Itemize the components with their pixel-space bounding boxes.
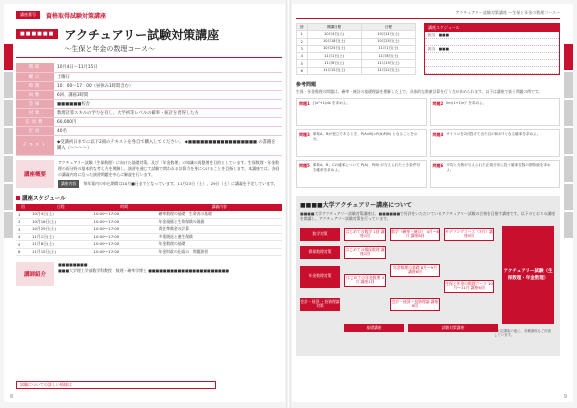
cell: 3 xyxy=(16,226,30,234)
problem-text: lim(1+1/n)ⁿ を求めよ。 xyxy=(446,100,487,105)
exam-course-bar: 試験対策講座 xyxy=(408,324,498,332)
cell: 10月18日(土) xyxy=(30,218,91,226)
table-row xyxy=(297,38,416,45)
side-box-row xyxy=(425,60,559,67)
reference-title: 参考問題 xyxy=(296,82,317,88)
cell: 10月11日(土) xyxy=(361,31,415,38)
course-info-table xyxy=(16,63,282,156)
info-row xyxy=(16,126,282,135)
cell: 11月15日(土) xyxy=(307,67,361,74)
about-section xyxy=(296,196,560,356)
course-header xyxy=(16,26,282,58)
problem-card xyxy=(296,129,427,157)
problem-card xyxy=(296,160,427,188)
cell: 10月25日(土) xyxy=(361,38,415,45)
cell: 10:00〜17:00 xyxy=(92,241,157,249)
instructor-body xyxy=(58,262,282,286)
info-value: ■■■■■■校舎 xyxy=(54,99,282,108)
cell: 11月15日(土) xyxy=(361,60,415,67)
cell: 2 xyxy=(16,218,30,226)
info-value: ◆受講初日までに以下2冊のテキストを各自で購入してください。 ◆■■■■■■■■■■■■■■■■■ の書籍を購入（〜〜〜〜） xyxy=(54,135,282,155)
cell: 5 xyxy=(16,241,30,249)
edge-tab-active xyxy=(564,44,573,70)
info-value: 10：00〜17：00（昼休み1時間含む） xyxy=(54,81,282,90)
col-header: 時間 xyxy=(92,204,157,211)
right-page xyxy=(292,4,573,402)
cell: 10:00〜17:00 xyxy=(92,218,157,226)
problem-label: 問題1 xyxy=(299,100,310,106)
about-title: ■■■■大学アクチュアリー講座について xyxy=(300,201,412,209)
table-row xyxy=(16,211,282,219)
left-edge-tabs xyxy=(4,44,13,240)
mini-schedule-table xyxy=(296,23,416,75)
problem-text: サイコロを2回投げて出た目の和が7となる確率を求めよ。 xyxy=(446,131,541,136)
cell: 10:00〜17:00 xyxy=(92,248,157,256)
right-top-section xyxy=(296,23,560,75)
info-value: 40名 xyxy=(54,126,282,135)
cell: 4 xyxy=(16,233,30,241)
edge-tab xyxy=(564,156,573,182)
page-number-left: 8 xyxy=(10,394,14,400)
info-value: 土曜日 xyxy=(54,72,282,81)
cell: 10:00〜17:00 xyxy=(92,211,157,219)
info-key: 対象 xyxy=(16,108,54,117)
cell: 1 xyxy=(16,211,30,219)
cell: 年金現価と生命保険の現価 xyxy=(157,218,282,226)
info-key: 期間 xyxy=(16,63,54,72)
basic-course-bar: 基礎講座 xyxy=(344,324,404,332)
problem-text: 事象A、Bが独立であるとき、P(A∩B)=P(A)P(B) となることを示せ。 xyxy=(312,131,418,141)
schedule-header-row xyxy=(16,204,282,211)
cell: 年金財政の仕組み 問題演習 xyxy=(157,248,282,256)
problem-text: ∫(x²+1)dx を求めよ。 xyxy=(312,100,350,105)
course-title: アクチュアリー試験対策講座 xyxy=(64,28,220,42)
cell: 10月25日(土) xyxy=(30,226,91,234)
cell: 11月8日(土) xyxy=(361,53,415,60)
cell: 確率数理の基礎 生命表の基礎 xyxy=(157,211,282,219)
summary-body xyxy=(58,160,282,188)
problem-card xyxy=(296,98,427,126)
right-edge-tabs xyxy=(564,44,573,240)
problem-label: 問題3 xyxy=(299,131,310,137)
side-box-row xyxy=(425,39,559,46)
info-key: 定員 xyxy=(16,126,54,135)
side-box-row: 担当 ■■■ xyxy=(425,32,559,39)
problem-card xyxy=(430,160,561,188)
edge-tab xyxy=(4,184,13,210)
col-header: 回 xyxy=(16,204,30,211)
info-value: 60,000円 xyxy=(54,117,282,126)
cell: 10:00〜17:00 xyxy=(92,233,157,241)
course-subtitle: 〜生保と年金の数理コース〜 xyxy=(64,45,156,53)
flow-label: 損保数理対策 xyxy=(300,246,340,259)
flow-box: 数学（確率・統計） 4月〜8月 講座8回 xyxy=(390,228,440,241)
flow-box: はじめての年金数理 4月 講座1回 xyxy=(344,274,386,287)
running-header: アクチュアリー試験対策講座 〜生保と年金の数理コース〜 xyxy=(296,10,560,19)
col-header: 回 xyxy=(297,24,308,31)
side-box-row: 担当 ■■■ xyxy=(425,46,559,53)
info-key: 定員数 xyxy=(16,117,54,126)
right-content xyxy=(296,10,560,356)
edge-tab xyxy=(4,212,13,238)
col-header: 講義内容 xyxy=(157,204,282,211)
info-row xyxy=(16,63,282,72)
table-row xyxy=(297,67,416,74)
table-row xyxy=(16,233,282,241)
summary-text: アクチュアリー試験（生保数理）に向けた基礎対策。及び「年金数理」の知識の再整理を目的としています。生保数理・年金数理の両分野の基本的な考え方を理解し、演習を通じて試験で問われる計算力を身につけることを目指します。本講座では、各回の講義内容に沿った演習問題を中心に解説を行います。 xyxy=(58,159,280,177)
table-row xyxy=(16,248,282,256)
cell: 10月4日(土) xyxy=(30,211,91,219)
info-row xyxy=(16,90,282,99)
side-box-row xyxy=(425,53,559,60)
square-bullet-icon xyxy=(16,196,20,200)
side-schedule-box xyxy=(424,23,560,75)
instructor-text: ■■■大学理工学部数学科教授 数理・確率学博士 ■■■■■■■■■■■■■■■■■■■■■■ xyxy=(58,268,229,273)
info-row xyxy=(16,81,282,90)
table-row xyxy=(16,241,282,249)
col-header: 開講日程 xyxy=(307,24,361,31)
col-header: 日程 xyxy=(361,24,415,31)
cell: 11月8日(土) xyxy=(30,241,91,249)
instructor-head: 講師紹介 xyxy=(16,262,54,286)
cell: 11月15日(土) xyxy=(30,248,91,256)
col-header: 日程 xyxy=(30,204,91,211)
flow-label: 会計・経済 ・投資理論対策 xyxy=(300,298,340,311)
cell: 10月4日(土) xyxy=(307,31,361,38)
instructor-block xyxy=(16,262,282,286)
table-row xyxy=(297,31,416,38)
edge-tab xyxy=(564,128,573,154)
edge-tab xyxy=(564,72,573,98)
cell: 責任準備金の計算 xyxy=(157,226,282,234)
cell: 11月8日(土) xyxy=(307,60,361,67)
cell: 11月22日(土) xyxy=(361,67,415,74)
problem-card xyxy=(430,129,561,157)
table-row xyxy=(16,226,282,234)
info-key: 時間 xyxy=(16,81,54,90)
summary-block xyxy=(16,160,282,188)
cell: 10月18日(土) xyxy=(307,38,361,45)
cell: 5 xyxy=(297,60,308,67)
note-text: 毎年案内の申込期間は10月■日までとなっています。11月23日（土）、29日（土）に講義を予定しています。 xyxy=(83,180,278,186)
cell: 11月1日(土) xyxy=(361,45,415,52)
cell: 2 xyxy=(297,38,308,45)
left-page xyxy=(4,4,285,402)
table-row xyxy=(16,218,282,226)
edge-tab xyxy=(564,184,573,210)
info-key: 曜日 xyxy=(16,72,54,81)
info-value: 10月4日〜11月15日 xyxy=(54,63,282,72)
table-row xyxy=(297,53,416,60)
edge-tab xyxy=(4,100,13,126)
edge-tab xyxy=(564,212,573,238)
cell: 年金数理の基礎 xyxy=(157,241,282,249)
flow-label: 数学対策 xyxy=(300,228,340,241)
cell: 3 xyxy=(297,45,308,52)
reference-text: 生保・年金数理の問題は、確率・統計の基礎理論を理解した上で、具体的な数値計算を行う力が求められます。以下は講座で扱う問題の例です。 xyxy=(296,89,543,94)
side-box-title: 講座スケジュール xyxy=(425,24,559,32)
cell: 4 xyxy=(297,53,308,60)
schedule-title xyxy=(16,194,282,202)
flow-box: モデリングコース（7月）講座5回 xyxy=(444,228,494,241)
problem-text: 事象A、B、Cの確率について P(A)、P(B) が与えられたとき条件付き確率を求めよ。 xyxy=(312,162,420,172)
flow-box: はじめての損保数理 講座1回 xyxy=(344,246,386,259)
info-row xyxy=(16,135,282,155)
page-number-right: 9 xyxy=(563,394,567,400)
cell: 多重脱退と連生保険 xyxy=(157,233,282,241)
page-fold xyxy=(286,0,291,408)
course-code: ■■■■■■ xyxy=(16,29,58,39)
category-row xyxy=(16,10,282,20)
flow-box: 生保と年金の数理コース 10月〜11月 講座6回 xyxy=(444,280,494,293)
schedule-table xyxy=(16,204,282,257)
exam-target-box: アクチュアリー試験（生保数理・年金数理） xyxy=(502,226,554,324)
cell: 10月25日(土) xyxy=(307,45,361,52)
problem-label: 問題5 xyxy=(299,162,310,168)
summary-head: 講座概要 xyxy=(16,160,54,188)
problem-label: 問題2 xyxy=(432,100,444,106)
course-flow-diagram xyxy=(300,226,556,338)
cell: 10:00〜17:00 xyxy=(92,226,157,234)
category-title: 資格取得試験対策講座 xyxy=(46,12,107,20)
edge-tab xyxy=(564,100,573,126)
flow-box: 年金数理の基礎 8月〜9月 講座6回 xyxy=(390,264,440,277)
cell: 11月1日(土) xyxy=(30,233,91,241)
edge-tab xyxy=(4,72,13,98)
problem-label: 問題4 xyxy=(432,131,444,137)
flow-box: はじめての数学 1回 講座1回 xyxy=(344,228,386,241)
mini-header-row xyxy=(297,24,416,31)
info-row xyxy=(16,117,282,126)
info-row xyxy=(16,108,282,117)
info-key: 回数 xyxy=(16,90,54,99)
cell: 6 xyxy=(16,248,30,256)
problem-label: 問題6 xyxy=(432,162,444,168)
left-content xyxy=(16,10,282,286)
table-row xyxy=(297,45,416,52)
cell: 11月1日(土) xyxy=(307,53,361,60)
edge-tab-active xyxy=(4,44,13,70)
flow-label: 年金数理対策 xyxy=(300,266,340,288)
edge-tab xyxy=(4,156,13,182)
edge-tab xyxy=(4,128,13,154)
footer-note: 試験についての詳しい情報は xyxy=(16,381,216,389)
table-row xyxy=(297,60,416,67)
category-label: 講座番号 xyxy=(16,11,40,19)
info-key: テキスト xyxy=(16,135,54,155)
info-row xyxy=(16,72,282,81)
problem-text: 平均と分散が与えられた正規分布に従う確率変数の期待値を求めよ。 xyxy=(446,162,551,172)
schedule-title-text: 講座スケジュール xyxy=(22,195,66,202)
info-key: 会場 xyxy=(16,99,54,108)
side-box-row xyxy=(425,67,559,74)
note-label: 講座内容 xyxy=(58,180,79,188)
flow-note: ※下記講座の他に、各種講座もご用意しています。 xyxy=(494,328,552,337)
info-row xyxy=(16,99,282,108)
problem-grid xyxy=(296,98,560,188)
cell: 6 xyxy=(297,67,308,74)
cell: 1 xyxy=(297,31,308,38)
instructor-name: ■■■■■■■■ xyxy=(58,262,88,267)
problem-card xyxy=(430,98,561,126)
about-text: ■■■■大学アクチュアリー試験対策講座は、■■■■■■で好評をいただいているアクチュアリー試験の合格を目指す講座です。以下のとおりの講座を開講し、アクチュアリー試験対策を行っています。 xyxy=(300,210,556,221)
info-value: 6回、講座3時間 xyxy=(54,90,282,99)
flow-box: 会計・経済・投資理論 講座6回 xyxy=(390,298,440,311)
info-value: 数理計算スキルの学力を有し、大学初等レベルの確率・統計を習得した方 xyxy=(54,108,282,117)
